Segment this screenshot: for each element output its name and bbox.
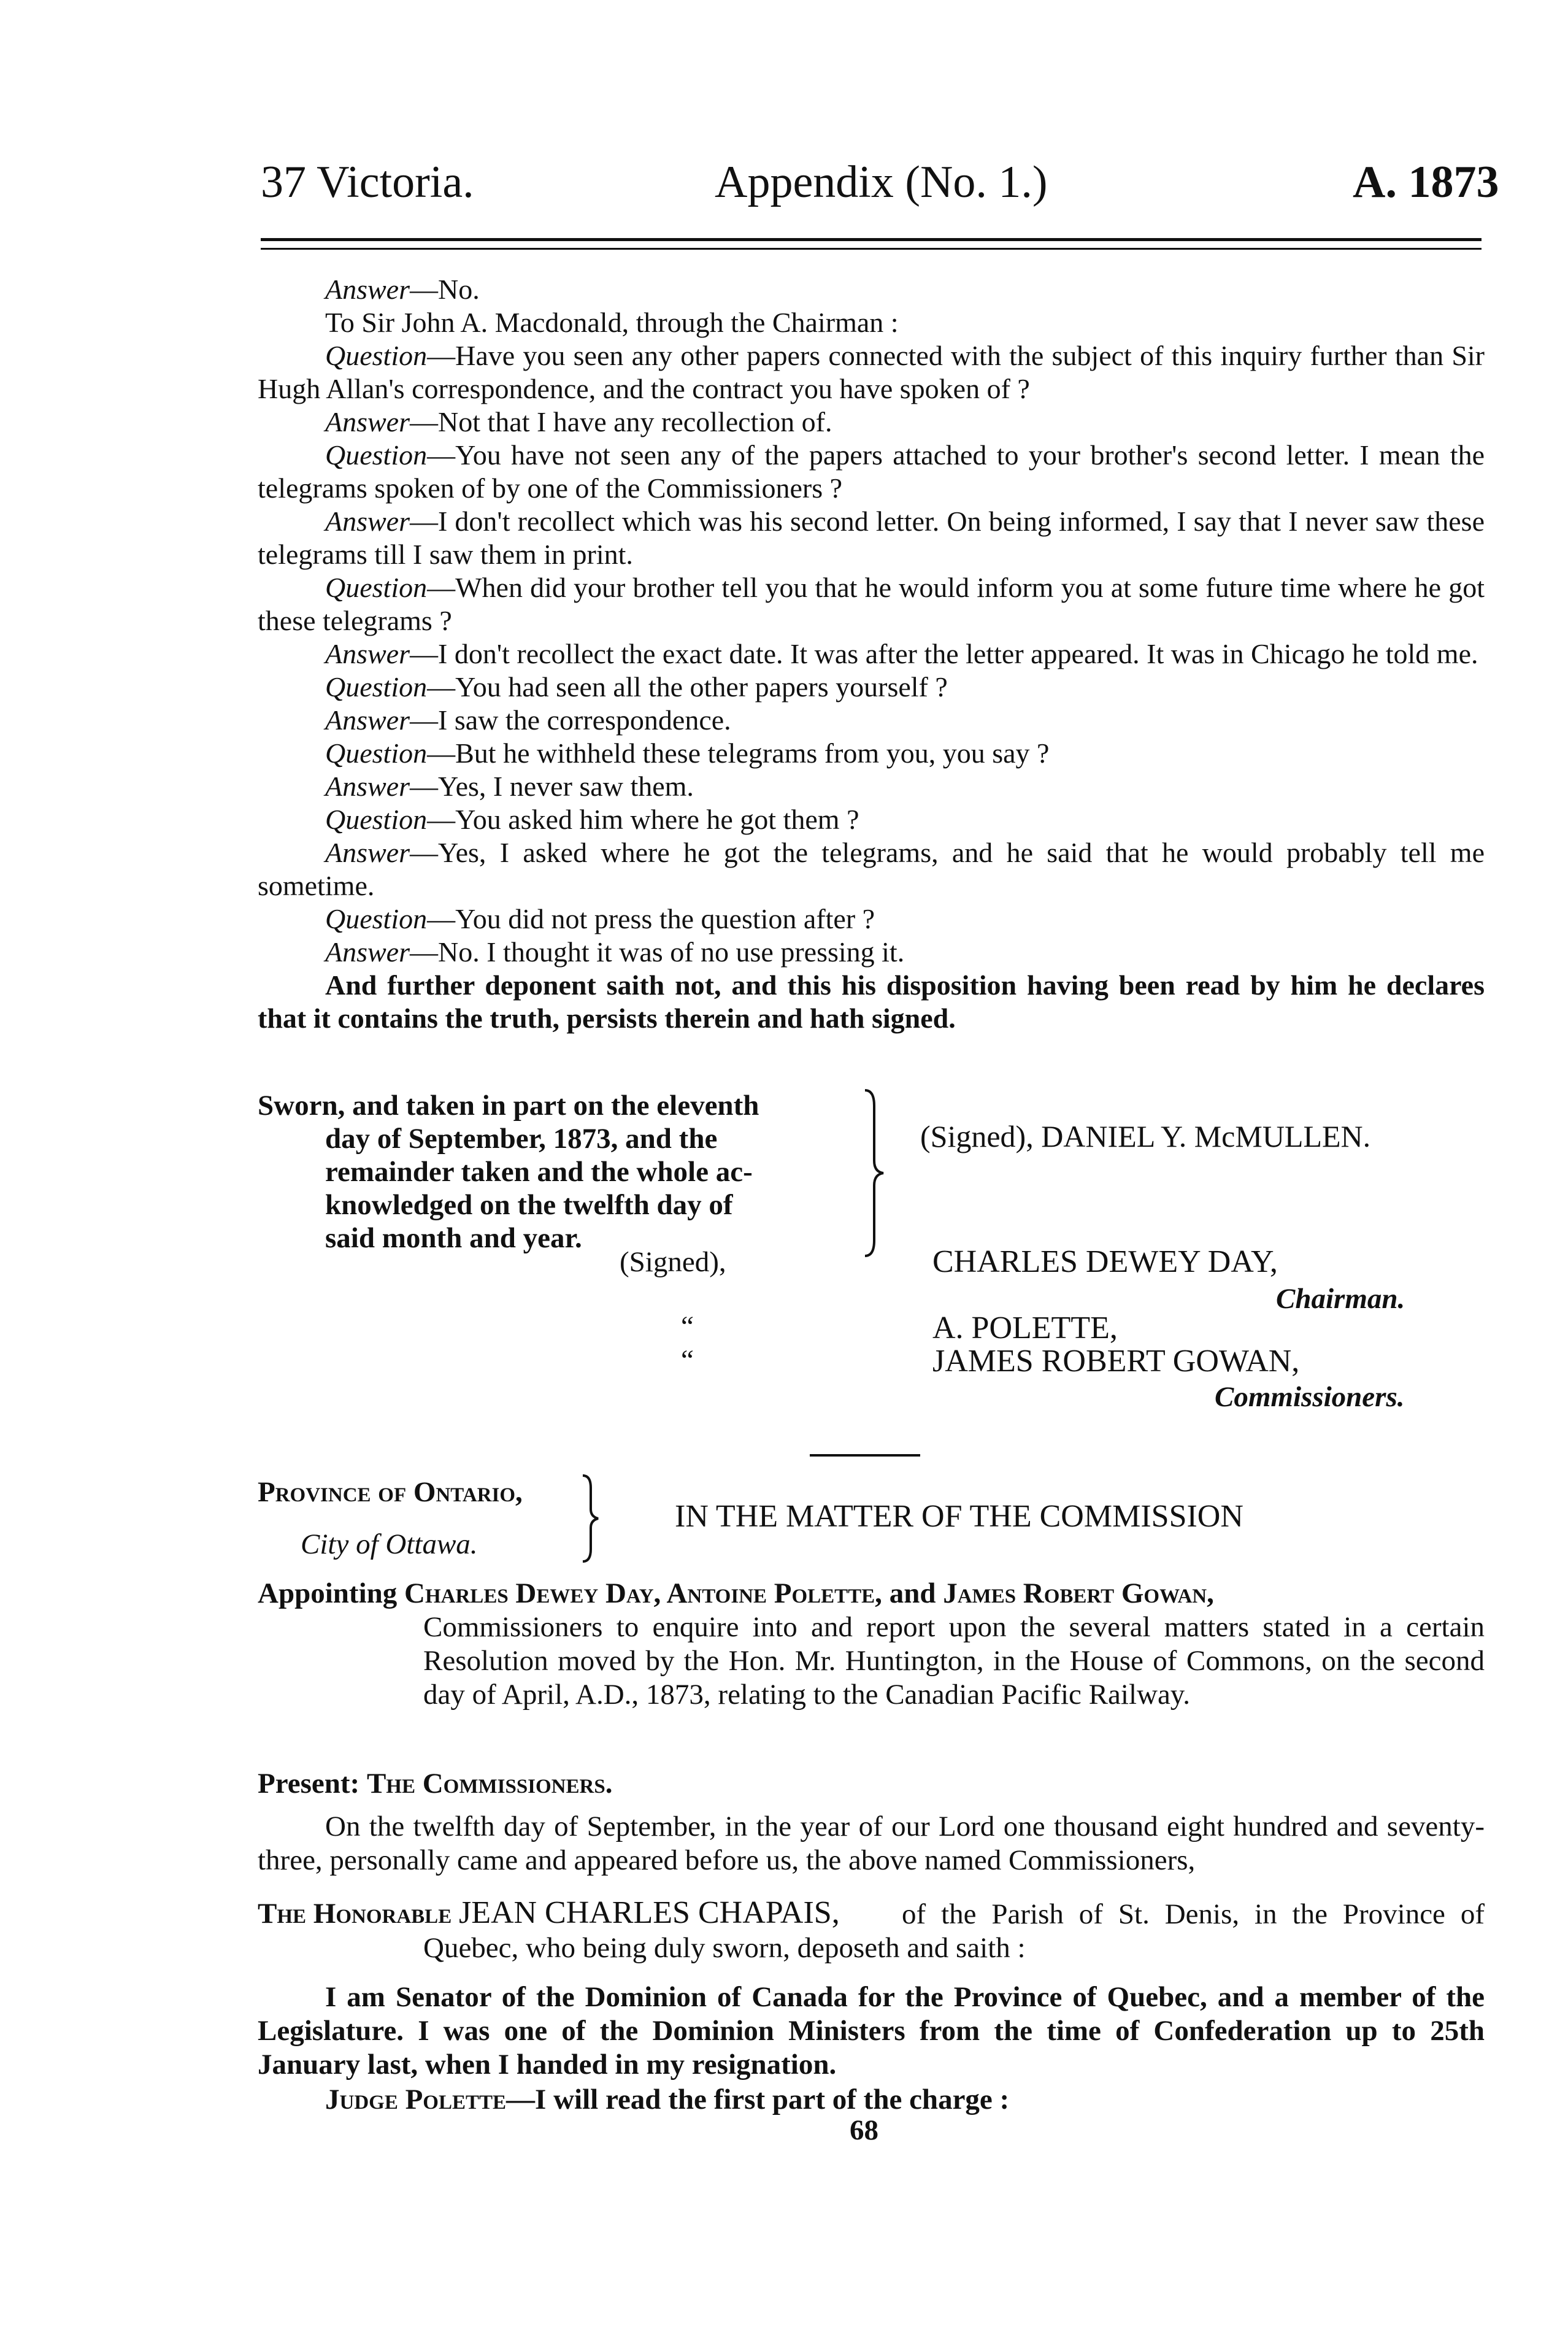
- qa-entry: Answer—No.: [325, 274, 480, 305]
- present-value: The Commissioners.: [366, 1768, 613, 1800]
- senator-paragraph: I am Senator of the Dominion of Canada for the Province of Quebec, and a member of the Legislature. I was one of the Dominion Ministers from the time of Confederation up to 25th January last, when I handed in my resignation.: [258, 1981, 1485, 2081]
- page-number: 68: [850, 2114, 878, 2146]
- appointing-text: Commissioners to enquire into and report upon the several matters stated in a certain Resolution moved by the Hon. Mr. Huntington, in the House of Commons, on the second day of April, A.D., 1873, relating to the Canadian Pacific Railway.: [423, 1611, 1485, 1711]
- header-rule-top: [261, 238, 1482, 241]
- qa-entry: And further deponent saith not, and this his disposition having been read by him he declares that it contains the truth, persists therein and hath signed.: [258, 969, 1485, 1034]
- qa-entry: Question—Have you seen any other papers connected with the subject of this inquiry further than Sir Hugh Allan's correspondence, and the contract you have spoken of ?: [258, 340, 1485, 404]
- qa-entry: Question—When did your brother tell you that he would inform you at some future time where he got these telegrams ?: [258, 572, 1485, 636]
- matter-brace: [580, 1472, 604, 1565]
- chairman-title: Chairman.: [1276, 1283, 1405, 1315]
- judge-line: Judge Polette—I will read the first part of the charge :: [325, 2084, 1010, 2115]
- header-session: 37 Victoria.: [261, 157, 474, 207]
- qa-entry: Question—You asked him where he got them ?: [325, 804, 859, 835]
- appointing-label: Appointing: [258, 1577, 398, 1609]
- commissioner-gowan: JAMES ROBERT GOWAN,: [932, 1344, 1300, 1379]
- chairman-name: CHARLES DEWEY DAY,: [932, 1244, 1278, 1279]
- sworn-statement: [258, 1089, 759, 1255]
- ditto-mark: “: [681, 1344, 694, 1376]
- sworn-line: Sworn, and taken in part on the eleventh: [258, 1090, 759, 1122]
- commissioners-title: Commissioners.: [1215, 1381, 1405, 1413]
- header-rule-bottom: [261, 248, 1482, 250]
- qa-entry: Answer—Yes, I never saw them.: [325, 771, 694, 802]
- ditto-mark: “: [681, 1311, 694, 1342]
- header-year: A. 1873: [1353, 157, 1499, 207]
- chapais-paragraph: [258, 1896, 1485, 1965]
- header-appendix: Appendix (No. 1.): [715, 157, 1048, 207]
- sworn-line: knowledged on the twelfth day of: [325, 1189, 733, 1221]
- judge-name: Judge Polette: [325, 2084, 507, 2115]
- appointing-names: Charles Dewey Day, Antoine Polette,: [404, 1577, 882, 1609]
- chapais-text: of the Parish of St. Denis, in the Province of Quebec, who being duly sworn, deposeth and saith :: [423, 1898, 1485, 1964]
- section-divider: [810, 1454, 920, 1457]
- qa-entry: To Sir John A. Macdonald, through the Chairman :: [325, 307, 899, 338]
- qa-entry: Answer—I don't recollect which was his second letter. On being informed, I say that I never saw these telegrams till I saw them in print.: [258, 506, 1485, 570]
- qa-entry: Question—But he withheld these telegrams from you, you say ?: [325, 737, 1050, 769]
- province-label: Province of Ontario,: [258, 1476, 523, 1508]
- qa-entry: Answer—Not that I have any recollection of.: [325, 406, 832, 437]
- testimony-qa: [258, 273, 1485, 1035]
- sworn-line: said month and year.: [325, 1222, 582, 1254]
- matter-heading: IN THE MATTER OF THE COMMISSION: [675, 1499, 1243, 1534]
- deponent-signature: (Signed), DANIEL Y. McMULLEN.: [920, 1119, 1371, 1153]
- qa-entry: Question—You have not seen any of the papers attached to your brother's second letter. I mean the telegrams spoken of by one of the Commissioners ?: [258, 439, 1485, 504]
- judge-text: I will read the first part of the charge :: [535, 2084, 1010, 2115]
- qa-entry: Answer—No. I thought it was of no use pressing it.: [325, 936, 905, 968]
- qa-entry: Question—You did not press the question after ?: [325, 903, 875, 934]
- sworn-line: remainder taken and the whole ac-: [325, 1156, 753, 1188]
- appointing-last: James Robert Gowan,: [943, 1577, 1214, 1609]
- qa-entry: Answer—I don't recollect the exact date. It was after the letter appeared. It was in Chicago he told me.: [325, 638, 1478, 669]
- commissioner-polette: A. POLETTE,: [932, 1311, 1118, 1345]
- honorable-label: The Honorable: [258, 1898, 452, 1930]
- appointing-paragraph: [258, 1577, 1485, 1712]
- qa-entry: Question—You had seen all the other papers yourself ?: [325, 671, 948, 703]
- signed-label: (Signed),: [620, 1246, 726, 1278]
- qa-entry: Answer—Yes, I asked where he got the telegrams, and he said that he would probably tell me sometime.: [258, 837, 1485, 901]
- present-line: [258, 1767, 612, 1800]
- qa-entry: Answer—I saw the correspondence.: [325, 704, 731, 736]
- appointing-and: and: [889, 1577, 936, 1609]
- deponent-name: JEAN CHARLES CHAPAIS,: [458, 1895, 840, 1930]
- city-label: City of Ottawa.: [301, 1528, 478, 1560]
- sworn-line: day of September, 1873, and the: [325, 1123, 718, 1155]
- present-label: Present:: [258, 1768, 360, 1800]
- sworn-brace: [862, 1087, 886, 1259]
- twelfth-paragraph: On the twelfth day of September, in the year of our Lord one thousand eight hundred and seventy-three, personally came and appeared before us, the above named Commissioners,: [258, 1811, 1485, 1876]
